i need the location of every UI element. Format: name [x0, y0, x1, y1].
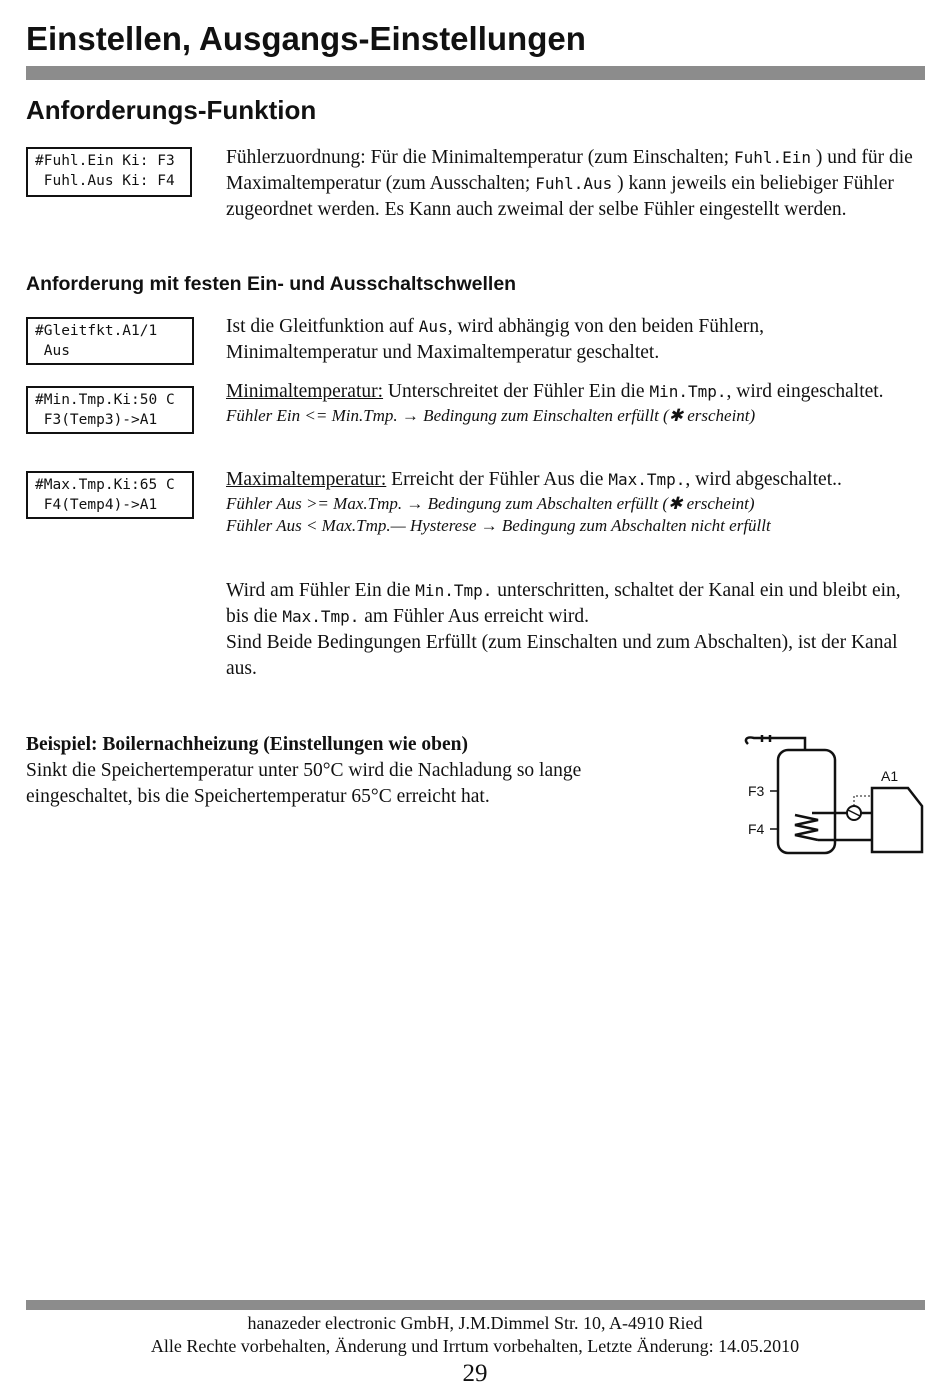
page-number: 29 [462, 1360, 488, 1387]
footer-address: hanazeder electronic GmbH, J.M.Dimmel Str. 10, A-4910 Ried [247, 1313, 703, 1333]
label-f4: F4 [748, 821, 765, 837]
min-temp-label: Minimaltemperatur: [226, 381, 384, 402]
condition-line: Fühler Ein <= Min.Tmp. → Bedingung zum Einschalten erfüllt (✱ erscheint) [226, 406, 756, 425]
text: Wird am Fühler Ein die [226, 580, 416, 601]
condition-line: Fühler Aus >= Max.Tmp. → Bedingung zum Abschalten erfüllt (✱ erscheint) [226, 494, 755, 513]
coil-icon [795, 815, 818, 840]
text: , wird eingeschaltet. [726, 381, 884, 402]
text: ) und für die Maximaltemperatur (zum Ausschalten; [226, 147, 913, 194]
min-temp-paragraph [226, 379, 916, 427]
lcd-display-max-temp [26, 471, 194, 519]
lcd-display-min-temp [26, 386, 194, 434]
example-heading: Beispiel: Boilernachheizung (Einstellungen wie oben) [26, 734, 469, 755]
lcd-line: #Min.Tmp.Ki:50 C [35, 392, 175, 408]
boiler-icon [872, 788, 922, 852]
code-term: Fuhl.Aus [535, 174, 613, 193]
footer-divider [26, 1300, 925, 1310]
text: Sind Beide Bedingungen Erfüllt (zum Einschalten und zum Abschalten), ist der Kanal aus. [226, 632, 898, 679]
max-temp-label: Maximaltemperatur: [226, 469, 387, 490]
text: Fühlerzuordnung: Für die Minimaltemperatur (zum Einschalten; [226, 147, 734, 168]
boiler-diagram [740, 730, 930, 860]
code-term: Min.Tmp. [415, 581, 493, 600]
code-term: Aus [418, 317, 448, 336]
text: Unterschreitet der Fühler Ein die [383, 381, 650, 402]
lcd-line: F4(Temp4)->A1 [35, 497, 158, 513]
lcd-display-glide [26, 317, 194, 365]
text: , wird abgeschaltet.. [685, 469, 842, 490]
label-f3: F3 [748, 783, 765, 799]
footer-rights: Alle Rechte vorbehalten, Änderung und Irrtum vorbehalten, Letzte Änderung: 14.05.2010 [150, 1336, 800, 1356]
max-temp-paragraph [226, 467, 916, 537]
top-pipe [746, 737, 805, 750]
intro-paragraph [226, 145, 916, 223]
label-a1: A1 [881, 768, 899, 784]
page-title: Einstellen, Ausgangs-Einstellungen [26, 20, 586, 57]
text: am Fühler Aus erreicht wird. [359, 606, 590, 627]
text: Ist die Gleitfunktion auf [226, 316, 419, 337]
lcd-line: #Gleitfkt.A1/1 [35, 323, 158, 339]
text: , wird abhängig von den beiden Fühlern, Minimaltemperatur und Maximaltemperatur geschaltet. [226, 316, 764, 363]
code-term: Min.Tmp. [649, 382, 727, 401]
lcd-line: #Max.Tmp.Ki:65 C [35, 477, 175, 493]
lcd-line: Aus [35, 343, 70, 359]
text: Erreicht der Fühler Aus die [386, 469, 609, 490]
condition-line: Fühler Aus < Max.Tmp.— Hysterese → Bedingung zum Abschalten nicht erfüllt [226, 516, 771, 535]
example-text: Sinkt die Speichertemperatur unter 50°C wird die Nachladung so lange eingeschaltet, bis die Speichertemperatur 65°C erreicht hat. [26, 760, 582, 807]
title-divider [26, 66, 925, 80]
text: ) kann jeweils ein beliebiger Fühler zugeordnet werden. Es Kann auch zweimal der selbe Fühler eingestellt werden. [226, 173, 894, 220]
summary-paragraph [226, 578, 916, 682]
lcd-line: F3(Temp3)->A1 [35, 412, 158, 428]
code-term: Fuhl.Ein [733, 148, 812, 167]
lcd-display-sensor [26, 147, 192, 197]
code-term: Max.Tmp. [282, 607, 360, 626]
text: unterschritten, schaltet der Kanal ein und bleibt ein, bis die [226, 580, 901, 627]
lcd-line: #Fuhl.Ein Ki: F3 [35, 153, 175, 169]
example-block [26, 732, 676, 810]
subsection-heading: Anforderung mit festen Ein- und Ausschaltschwellen [26, 273, 517, 295]
footer [0, 1312, 950, 1390]
section-heading: Anforderungs-Funktion [26, 95, 317, 125]
glide-paragraph [226, 314, 916, 366]
code-term: Max.Tmp. [608, 470, 686, 489]
lcd-line: Fuhl.Aus Ki: F4 [35, 173, 175, 189]
